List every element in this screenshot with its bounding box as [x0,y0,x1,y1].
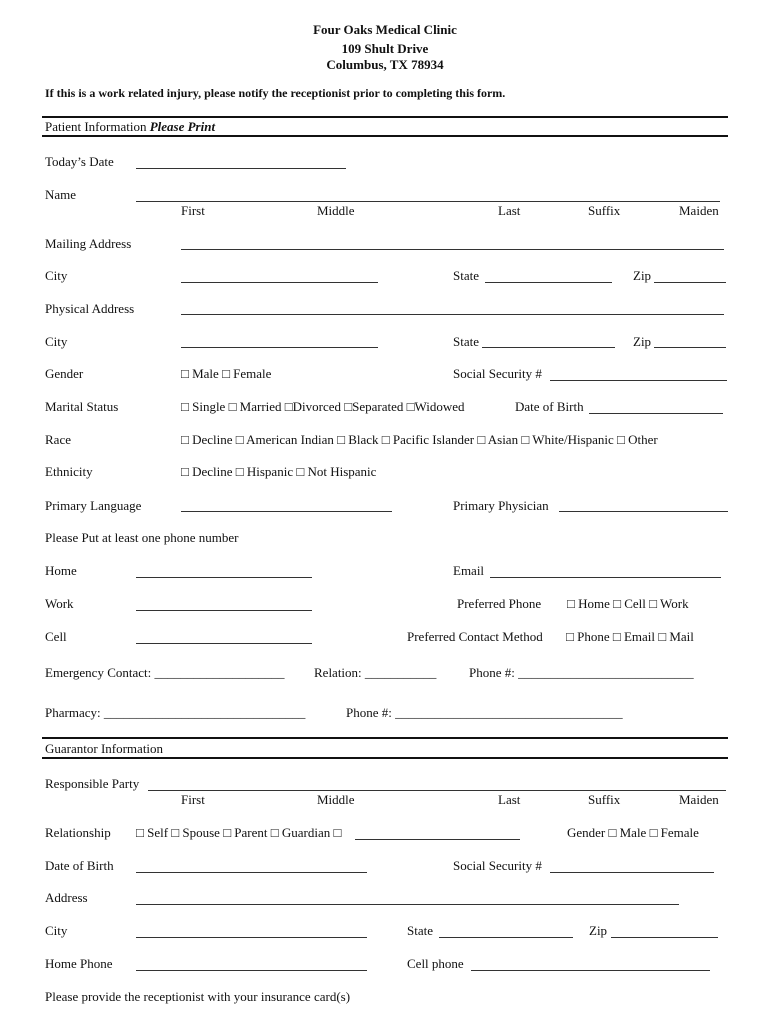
name-part-maiden: Maiden [679,203,719,218]
rp-name-part-middle: Middle [317,792,355,807]
primary-physician-label: Primary Physician [453,498,549,513]
guarantor-dob-field[interactable] [136,872,367,873]
primary-language-field[interactable] [181,511,392,512]
responsible-party-label: Responsible Party [45,776,140,791]
guarantor-ssn-field[interactable] [550,872,714,873]
responsible-party-field[interactable] [148,790,726,791]
preferred-phone-label: Preferred Phone [457,596,542,611]
physical-zip-field[interactable] [654,347,726,348]
preferred-contact-label: Preferred Contact Method [407,629,543,644]
mailing-city-label: City [45,268,68,283]
physical-city-field[interactable] [181,347,378,348]
section-bottom-rule [42,135,728,137]
guarantor-home-phone-field[interactable] [136,970,367,971]
guarantor-dob-label: Date of Birth [45,858,114,873]
rp-name-part-maiden: Maiden [679,792,719,807]
ethnicity-label: Ethnicity [45,464,93,479]
pharmacy-phone-field[interactable]: Phone #: ___________________________________ [346,705,623,720]
name-part-middle: Middle [317,203,355,218]
section-top-rule [42,116,728,118]
mailing-address-label: Mailing Address [45,236,132,251]
gender-options[interactable]: □ Male □ Female [181,366,272,381]
cell-phone-field[interactable] [136,643,312,644]
todays-date-label: Today’s Date [45,154,114,169]
phone-instruction: Please Put at least one phone number [45,530,239,545]
insurance-card-note: Please provide the receptionist with your insurance card(s) [45,989,351,1004]
guarantor-cell-phone-field[interactable] [471,970,710,971]
name-part-suffix: Suffix [588,203,621,218]
mailing-state-label: State [453,268,479,283]
mailing-city-field[interactable] [181,282,378,283]
race-options[interactable]: □ Decline □ American Indian □ Black □ Pacific Islander □ Asian □ White/Hispanic □ Other [181,432,658,447]
rp-name-part-last: Last [498,792,521,807]
guarantor-zip-label: Zip [589,923,608,938]
mailing-state-field[interactable] [485,282,612,283]
guarantor-address-field[interactable] [136,904,679,905]
guarantor-zip-field[interactable] [611,937,718,938]
primary-language-label: Primary Language [45,498,142,513]
guarantor-top-rule [42,737,728,739]
physical-address-label: Physical Address [45,301,135,316]
ssn-field[interactable] [550,380,727,381]
email-field[interactable] [490,577,721,578]
physical-city-label: City [45,334,68,349]
cell-phone-label: Cell [45,629,67,644]
preferred-phone-options[interactable]: □ Home □ Cell □ Work [567,596,689,611]
relationship-other-field[interactable] [355,839,520,840]
name-field[interactable] [136,201,720,202]
please-print-label: Please Print [149,119,216,134]
name-label: Name [45,187,77,202]
preferred-contact-options[interactable]: □ Phone □ Email □ Mail [566,629,694,644]
home-phone-field[interactable] [136,577,312,578]
guarantor-cell-phone-label: Cell phone [407,956,464,971]
race-label: Race [45,432,71,447]
guarantor-state-field[interactable] [439,937,573,938]
clinic-name: Four Oaks Medical Clinic [313,22,457,37]
gender-label: Gender [45,366,84,381]
relationship-options[interactable]: □ Self □ Spouse □ Parent □ Guardian □ [136,825,342,840]
guarantor-section-title: Guarantor Information [45,741,164,756]
name-part-last: Last [498,203,521,218]
relationship-label: Relationship [45,825,111,840]
emergency-phone-field[interactable]: Phone #: ___________________________ [469,665,694,680]
marital-status-label: Marital Status [45,399,119,414]
physical-address-field[interactable] [181,314,724,315]
mailing-zip-field[interactable] [654,282,726,283]
ethnicity-options[interactable]: □ Decline □ Hispanic □ Not Hispanic [181,464,377,479]
mailing-zip-label: Zip [633,268,652,283]
date-of-birth-label: Date of Birth [515,399,584,414]
primary-physician-field[interactable] [559,511,728,512]
physical-state-field[interactable] [482,347,615,348]
patient-section-title [45,119,215,135]
home-phone-label: Home [45,563,77,578]
rp-name-part-first: First [181,792,205,807]
guarantor-gender-options[interactable]: Gender □ Male □ Female [567,825,699,840]
guarantor-ssn-label: Social Security # [453,858,542,873]
work-phone-label: Work [45,596,74,611]
physical-state-label: State [453,334,479,349]
pharmacy-field[interactable]: Pharmacy: _______________________________ [45,705,306,720]
clinic-address-line2: Columbus, TX 78934 [326,57,444,72]
guarantor-bottom-rule [42,757,728,759]
marital-status-options[interactable]: □ Single □ Married □Divorced □Separated □Widowed [181,399,465,414]
guarantor-city-field[interactable] [136,937,367,938]
guarantor-home-phone-label: Home Phone [45,956,113,971]
ssn-label: Social Security # [453,366,542,381]
guarantor-city-label: City [45,923,68,938]
name-part-first: First [181,203,205,218]
work-phone-field[interactable] [136,610,312,611]
emergency-contact-field[interactable]: Emergency Contact: ____________________ [45,665,285,680]
work-injury-notice: If this is a work related injury, please notify the receptionist prior to completing this form. [45,86,506,100]
guarantor-address-label: Address [45,890,88,905]
email-label: Email [453,563,485,578]
todays-date-field[interactable] [136,168,346,169]
rp-name-part-suffix: Suffix [588,792,621,807]
clinic-address-line1: 109 Shult Drive [341,41,429,56]
patient-section-label: Patient Information [45,119,147,134]
relation-field[interactable]: Relation: ___________ [314,665,437,680]
physical-zip-label: Zip [633,334,652,349]
mailing-address-field[interactable] [181,249,724,250]
date-of-birth-field[interactable] [589,413,723,414]
guarantor-state-label: State [407,923,433,938]
